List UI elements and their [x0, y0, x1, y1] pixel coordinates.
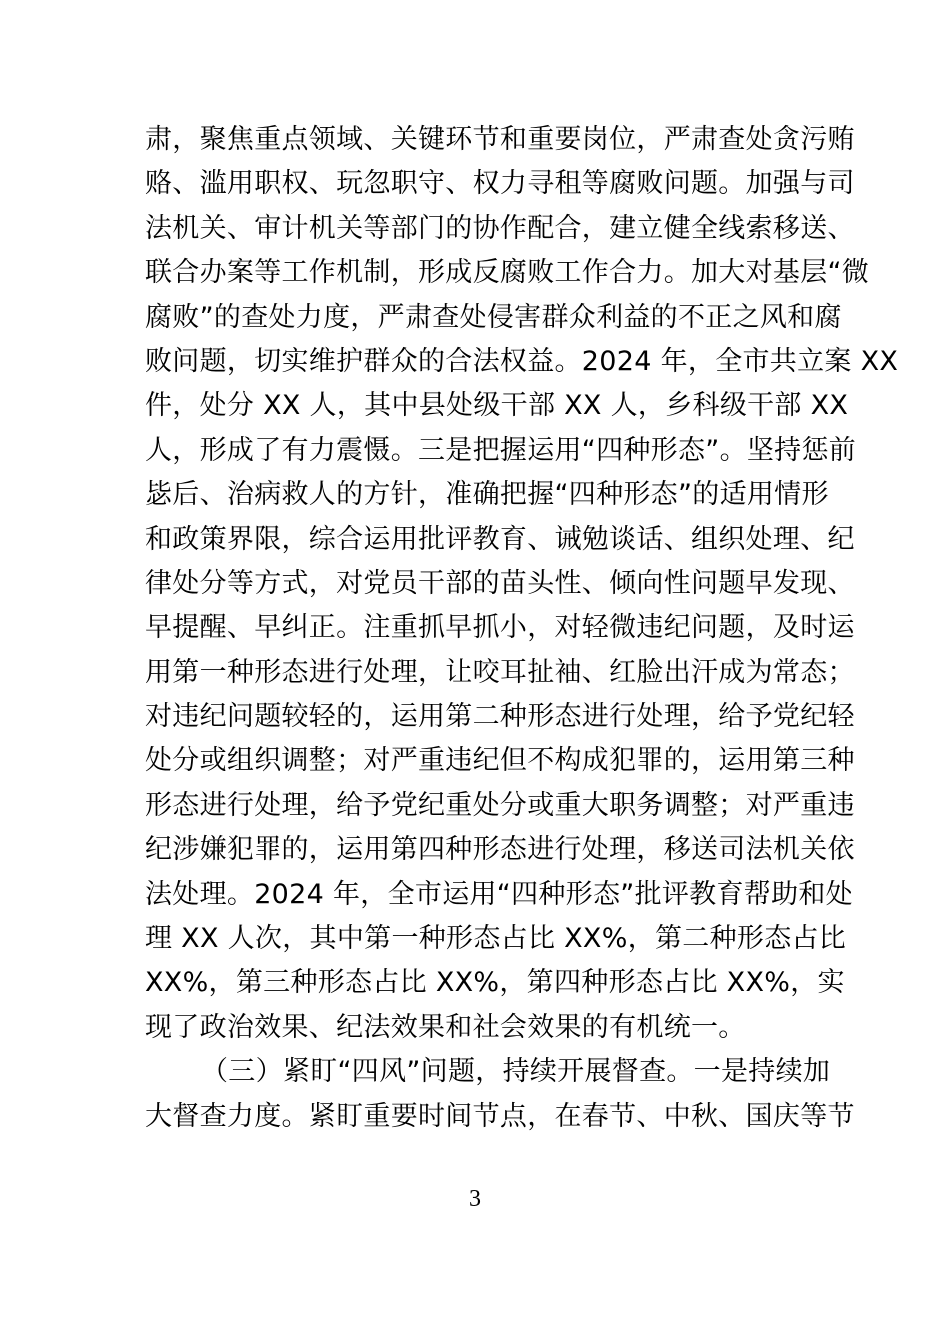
text-line: 联合办案等工作机制，形成反腐败工作合力。加大对基层“微: [145, 257, 870, 289]
text-line: 用第一种形态进行处理，让咬耳扯袖、红脸出汗成为常态；: [145, 656, 855, 688]
text-line: 早提醒、早纠正。注重抓早抓小，对轻微违纪问题，及时运: [145, 612, 855, 644]
text-line: 法处理。2024 年，全市运用“四种形态”批评教育帮助和处: [145, 878, 853, 910]
text-line: 败问题，切实维护群众的合法权益。2024 年，全市共立案 XX: [145, 345, 899, 377]
text-line: 律处分等方式，对党员干部的苗头性、倾向性问题早发现、: [145, 567, 855, 599]
text-line: 大督查力度。紧盯重要时间节点，在春节、中秋、国庆等节: [145, 1100, 855, 1132]
page-number: 3: [469, 1186, 481, 1212]
text-line: 肃，聚焦重点领域、关键环节和重要岗位，严肃查处贪污贿: [145, 124, 855, 155]
text-line: 处分或组织调整；对严重违纪但不构成犯罪的，运用第三种: [145, 745, 855, 777]
text-line: 赂、滥用职权、玩忽职守、权力寻租等腐败问题。加强与司: [145, 168, 855, 200]
body-text: [145, 118, 899, 1139]
text-line: 件，处分 XX 人，其中县处级干部 XX 人，乡科级干部 XX: [145, 390, 849, 422]
text-line: 人，形成了有力震慑。三是把握运用“四种形态”。坚持惩前: [145, 434, 857, 466]
text-line: 和政策界限，综合运用批评教育、诫勉谈话、组织处理、纪: [145, 523, 855, 555]
text-line: 纪涉嫌犯罪的，运用第四种形态进行处理，移送司法机关依: [145, 834, 855, 866]
text-line: 现了政治效果、纪法效果和社会效果的有机统一。: [145, 1011, 746, 1043]
text-line: 毖后、治病救人的方针，准确把握“四种形态”的适用情形: [145, 479, 829, 511]
text-line: 法机关、审计机关等部门的协作配合，建立健全线索移送、: [145, 212, 855, 244]
text-line: 形态进行处理，给予党纪重处分或重大职务调整；对严重违: [145, 789, 855, 821]
text-line: 对违纪问题较轻的，运用第二种形态进行处理，给予党纪轻: [145, 701, 855, 733]
text-line: 理 XX 人次，其中第一种形态占比 XX%，第二种形态占比: [145, 923, 847, 955]
text-line: XX%，第三种形态占比 XX%，第四种形态占比 XX%，实: [145, 967, 845, 999]
section-heading-line: （三）紧盯“四风”问题，持续开展督查。一是持续加: [201, 1056, 831, 1088]
text-line: 腐败”的查处力度，严肃查处侵害群众利益的不正之风和腐: [145, 301, 842, 333]
